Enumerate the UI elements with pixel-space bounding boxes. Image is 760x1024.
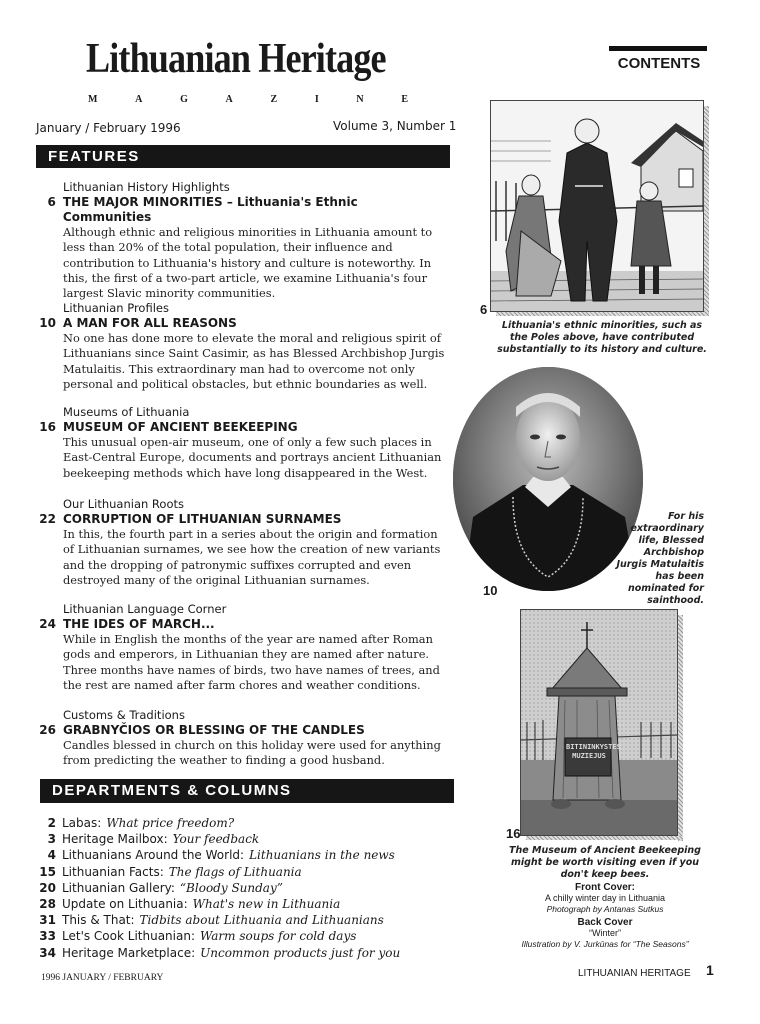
photo-caption: For his extraordinary life, Blessed Archbishop Jurgis Matulaitis has been nominated for sainthood.	[616, 511, 704, 606]
department-title: Heritage Mailbox:	[62, 832, 168, 847]
department-title: Lithuanian Gallery:	[62, 880, 175, 895]
department-subtitle: Warm soups for cold days	[199, 929, 357, 944]
photo-caption: Lithuania's ethnic minorities, such as the Poles above, have contributed substantially to its history and culture.	[497, 320, 707, 355]
department-item[interactable]	[34, 896, 454, 912]
department-page-number: 15	[39, 864, 56, 879]
department-item[interactable]	[34, 815, 454, 831]
feature-category: Customs & Traditions	[63, 708, 185, 722]
department-subtitle: What's new in Lithuania	[192, 896, 341, 911]
feature-description: Although ethnic and religious minorities in Lithuania amount to less than 20% of the total population, their influence and contribution to Lithuania's history and culture is noteworthy. In this, the first of a two-part article, we examine Lithuania's four largest Slavic minority communities.	[63, 225, 433, 301]
footer-magazine-name: LITHUANIAN HERITAGE	[578, 968, 691, 979]
feature-item	[36, 404, 448, 481]
feature-page-number: 6	[47, 195, 56, 209]
page-number: 1	[706, 962, 714, 978]
magazine-subtitle	[88, 94, 408, 105]
photo-shadow	[678, 615, 683, 841]
departments-heading: DEPARTMENTS & COLUMNS	[40, 779, 454, 803]
feature-category: Lithuanian History Highlights	[63, 180, 230, 194]
feature-description: In this, the fourth part in a series about the origin and formation of Lithuanian surnames, we see how the creation of new variants and the dropping of patronymic suffixes corrupted and even destroyed many of the original Lithuanian surnames.	[63, 527, 441, 587]
feature-page-number: 22	[39, 512, 56, 526]
front-cover-description: A chilly winter day in Lithuania	[544, 893, 666, 903]
photo-caption: The Museum of Ancient Beekeeping might be worth visiting even if you don't keep bees.	[509, 845, 701, 880]
minorities-illustration	[490, 100, 704, 312]
issue-date: January / February 1996	[36, 121, 181, 135]
department-page-number: 4	[47, 848, 56, 863]
feature-item	[36, 707, 448, 769]
feature-item	[36, 300, 448, 392]
department-page-number: 34	[39, 945, 56, 960]
department-title: Lithuanian Facts:	[62, 864, 164, 879]
department-title: Labas:	[62, 816, 102, 830]
contents-heading: CONTENTS	[617, 55, 701, 72]
feature-category: Museums of Lithuania	[63, 405, 190, 419]
department-title: Lithuanians Around the World:	[62, 848, 245, 863]
back-cover-heading: Back Cover	[577, 917, 633, 928]
photo-page-number: 6	[480, 302, 488, 317]
department-item[interactable]	[34, 945, 454, 961]
feature-title[interactable]: GRABNYČIOS OR BLESSING OF THE CANDLES	[63, 723, 365, 737]
department-page-number: 3	[47, 832, 56, 847]
department-subtitle: “Bloody Sunday”	[179, 880, 283, 895]
department-item[interactable]	[34, 928, 454, 944]
feature-headline[interactable]	[36, 617, 448, 632]
subtitle-letter: I	[314, 94, 319, 105]
back-cover-title: “Winter”	[589, 928, 621, 938]
department-title: Update on Lithuania:	[62, 896, 188, 911]
subtitle-letter: N	[356, 94, 364, 105]
feature-page-number: 10	[39, 316, 56, 330]
department-item[interactable]	[34, 831, 454, 847]
feature-page-number: 24	[39, 617, 56, 631]
subtitle-letter: M	[88, 94, 98, 105]
department-page-number: 31	[39, 913, 56, 928]
feature-item	[36, 496, 448, 588]
department-page-number: 33	[39, 929, 56, 944]
feature-description: While in English the months of the year are named after Roman gods and emperors, in Lithuanian they are named after nature. Three months have names of birds, two have names of trees, and the rest are named after farm chores and weather conditions.	[63, 632, 440, 692]
department-title: Heritage Marketplace:	[62, 945, 196, 960]
department-item[interactable]	[34, 912, 454, 928]
feature-title[interactable]: THE MAJOR MINORITIES – Lithuania's Ethnic Communities	[62, 195, 358, 224]
department-item[interactable]	[34, 880, 454, 896]
photo-page-number: 10	[483, 583, 498, 598]
cover-credits	[505, 882, 705, 950]
department-page-number: 2	[47, 816, 56, 830]
subtitle-letter: Z	[270, 94, 278, 105]
feature-title[interactable]: CORRUPTION OF LITHUANIAN SURNAMES	[63, 512, 342, 526]
subtitle-letter: E	[401, 94, 408, 105]
feature-headline[interactable]	[36, 420, 448, 435]
subtitle-letter: A	[135, 94, 143, 105]
subtitle-letter: A	[225, 94, 233, 105]
feature-description: Candles blessed in church on this holiday were used for anything from predicting the weather to finding a good husband.	[63, 738, 441, 768]
photo-shadow	[704, 106, 709, 316]
feature-description: No one has done more to elevate the moral and religious spirit of Lithuanians since Saint Casimir, as has Blessed Archbishop Jurgis Matulaitis. This extraordinary man had to overcome not only personal and political obstacles, but ethnic boundaries as well.	[63, 331, 445, 391]
magazine-title: Lithuanian Heritage	[86, 36, 386, 82]
department-subtitle: The flags of Lithuania	[168, 864, 302, 879]
department-title: Let's Cook Lithuanian:	[62, 929, 195, 944]
feature-page-number: 16	[39, 420, 56, 434]
feature-headline[interactable]	[36, 512, 448, 527]
subtitle-letter: G	[180, 94, 188, 105]
photo-page-number: 16	[506, 826, 521, 841]
engraving-art	[491, 101, 703, 311]
feature-headline[interactable]	[36, 316, 448, 331]
department-subtitle: Your feedback	[172, 832, 260, 847]
department-item[interactable]	[34, 864, 454, 880]
feature-item	[36, 601, 448, 693]
contents-rule	[609, 46, 707, 51]
museum-sign-text: BITININKYSTES MUZIEJUS	[566, 743, 621, 760]
department-subtitle: Uncommon products just for you	[200, 945, 401, 960]
beehive-art	[521, 610, 677, 835]
front-cover-credit: Photograph by Antanas Sutkus	[546, 904, 664, 914]
beekeeping-museum-photo	[520, 609, 678, 836]
department-item[interactable]	[34, 847, 454, 863]
features-heading: FEATURES	[36, 145, 450, 168]
feature-title[interactable]: A MAN FOR ALL REASONS	[63, 316, 237, 330]
feature-title[interactable]: THE IDES OF MARCH...	[63, 617, 215, 631]
footer-issue-date: 1996 JANUARY / FEBRUARY	[41, 973, 164, 983]
department-title: This & That:	[62, 913, 135, 928]
department-subtitle: Lithuanians in the news	[249, 848, 395, 863]
feature-category: Lithuanian Language Corner	[63, 602, 227, 616]
back-cover-credit: Illustration by V. Jurkūnas for “The Seasons”	[521, 939, 689, 949]
issue-volume: Volume 3, Number 1	[333, 119, 457, 133]
departments-list	[34, 815, 454, 961]
feature-description: This unusual open-air museum, one of only a few such places in East-Central Europe, documents and portrays ancient Lithuanian beekeeping methods which have long disappeared in the West.	[63, 435, 442, 480]
front-cover-heading: Front Cover:	[575, 882, 635, 893]
feature-item	[36, 179, 448, 301]
feature-category: Our Lithuanian Roots	[63, 497, 184, 511]
department-subtitle: Tidbits about Lithuania and Lithuanians	[139, 913, 384, 928]
department-subtitle: What price freedom?	[106, 816, 235, 830]
feature-title[interactable]: MUSEUM OF ANCIENT BEEKEEPING	[63, 420, 298, 434]
department-page-number: 28	[39, 896, 56, 911]
feature-headline[interactable]	[36, 195, 448, 225]
feature-page-number: 26	[39, 723, 56, 737]
department-page-number: 20	[39, 880, 56, 895]
feature-headline[interactable]	[36, 723, 448, 738]
feature-category: Lithuanian Profiles	[63, 301, 169, 315]
